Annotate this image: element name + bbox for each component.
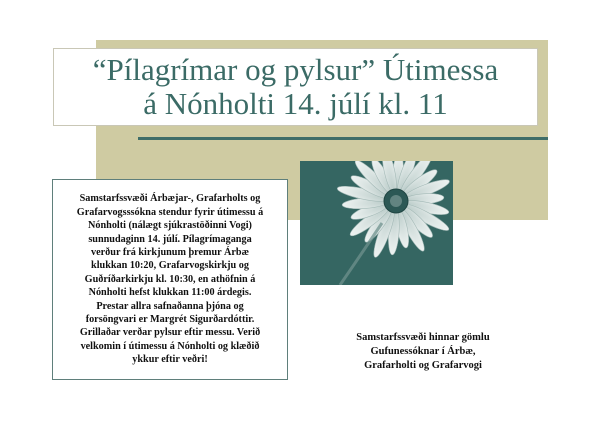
footer-credit [318, 331, 528, 373]
title-box [53, 48, 538, 126]
info-line: klukkan 10:20, Grafarvogskirkju og [91, 260, 249, 272]
info-line: Guðríðarkirkju kl. 10:30, en athöfnin á [84, 273, 256, 285]
info-line: sunnudaginn 14. júlí. Pílagrímaganga [88, 233, 252, 245]
info-line: Nónholti hefst klukkan 11:00 árdegis. [88, 287, 252, 299]
info-line: velkomin í útimessu á Nónholti og klæðið [80, 340, 260, 352]
info-line: Nónholti (nálægt sjúkrastöðinni Vogi) [88, 220, 252, 232]
info-line: Prestar allra safnaðanna þjóna og [96, 300, 244, 312]
info-box [52, 179, 288, 380]
footer-line: Grafarholti og Grafarvogi [364, 360, 482, 371]
title-line: “Pílagrímar og pylsur” Útimessa [92, 52, 499, 87]
info-line: Grillaðar verðar pylsur eftir messu. Verið [79, 327, 261, 339]
title-line: á Nónholti 14. júlí kl. 11 [143, 86, 448, 121]
info-paragraph [77, 192, 263, 366]
flower-image-panel [300, 161, 453, 285]
info-line: verður frá kirkjunum þremur Árbæ [91, 246, 249, 258]
info-line: Grafarvogsssókna stendur fyrir útimessu á [76, 206, 264, 218]
footer-line: Gufunessóknar í Árbæ, [370, 346, 476, 357]
divider-rule [138, 137, 548, 140]
footer-line: Samstarfssvæði hinnar gömlu [356, 332, 490, 343]
info-line: forsöngvari er Margrét Sigurðardóttir. [85, 314, 255, 326]
info-line: ykkur eftir veðri! [132, 354, 208, 366]
daisy-flower-icon [300, 161, 453, 285]
info-line: Samstarfssvæði Árbæjar-, Grafarholts og [79, 193, 261, 205]
